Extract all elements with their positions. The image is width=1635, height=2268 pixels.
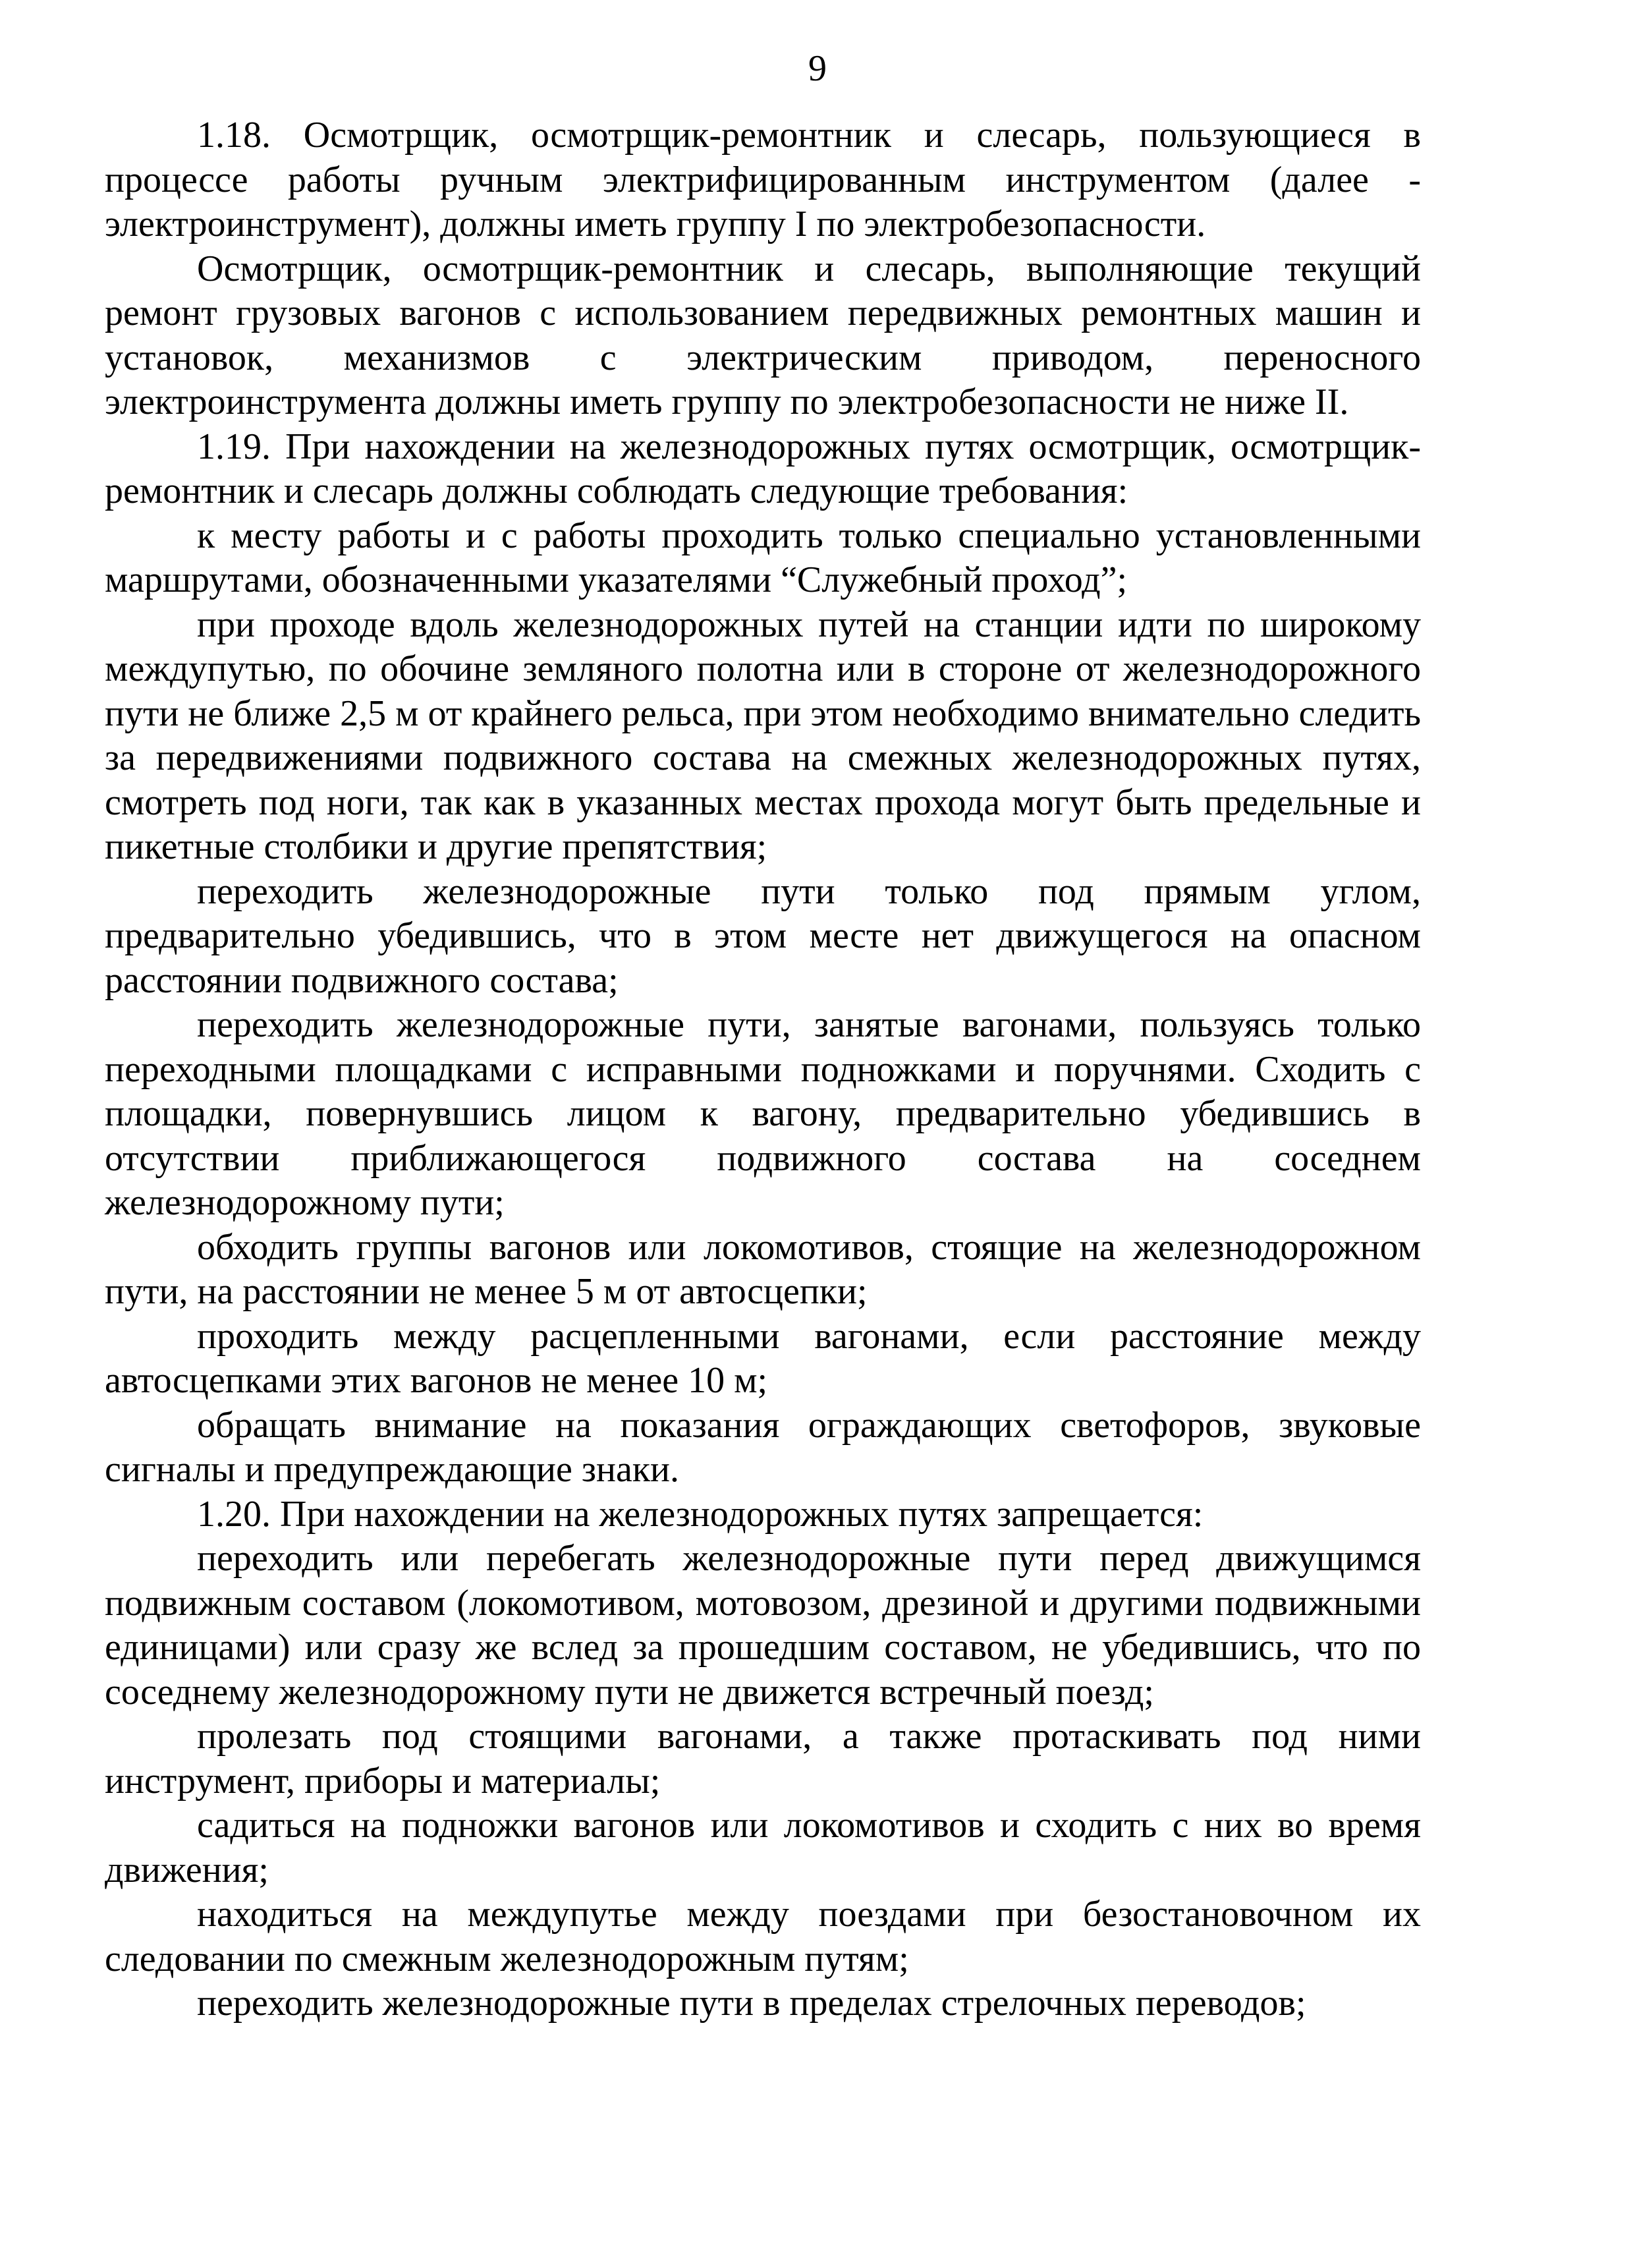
prohibition-crawl-under: пролезать под стоящими вагонами, а также протаскивать под ними инструмент, приборы и материалы;	[105, 1716, 1421, 1801]
prohibition-switches: переходить железнодорожные пути в пределах стрелочных переводов;	[197, 1983, 1306, 2024]
requirement-attention-signals: обращать внимание на показания ограждающих светофоров, звуковые сигналы и предупреждающие знаки.	[105, 1404, 1421, 1490]
document-body	[105, 113, 1421, 2026]
paragraph-1-20: 1.20. При нахождении на железнодорожных путях запрещается:	[197, 1493, 1204, 1535]
requirement-cross-occupied: переходить железнодорожные пути, занятые вагонами, пользуясь только переходными площадками с исправными подножками и поручнями. Сходить с площадки, повернувшись лицом к вагону, предварительно убедившись в отсутствии приближающегося подвижного состава на соседнем железнодорожному пути;	[105, 1004, 1421, 1223]
requirement-walk-along: при проходе вдоль железнодорожных путей на станции идти по широкому междупутью, по обочине земляного полотна или в стороне от железнодорожного пути не ближе 2,5 м от крайнего рельса, при этом необходимо внимательно следить за передвижениями подвижного состава на смежных железнодорожных путях, смотреть под ноги, так как в указанных местах прохода могут быть предельные и пикетные столбики и другие препятствия;	[105, 604, 1421, 867]
requirement-cross-right-angle: переходить железнодорожные пути только под прямым углом, предварительно убедившись, что в этом месте нет движущегося на опасном расстоянии подвижного состава;	[105, 870, 1421, 1001]
page-number: 9	[808, 48, 827, 89]
paragraph-1-19: 1.19. При нахождении на железнодорожных путях осмотрщик, осмотрщик-ремонтник и слесарь должны соблюдать следующие требования:	[105, 426, 1421, 511]
paragraph-1-18-group-ii: Осмотрщик, осмотрщик-ремонтник и слесарь, выполняющие текущий ремонт грузовых вагонов с использованием передвижных ремонтных машин и установок, механизмов с электрическим приводом, переносного электроинструмента должны иметь группу по электробезопасности не ниже II.	[105, 248, 1421, 422]
requirement-bypass-groups: обходить группы вагонов или локомотивов, стоящие на железнодорожном пути, на расстоянии не менее 5 м от автосцепки;	[105, 1226, 1421, 1312]
prohibition-jump-on: садиться на подножки вагонов или локомотивов и сходить с них во время движения;	[105, 1805, 1421, 1890]
requirement-pass-between: проходить между расцепленными вагонами, если расстояние между автосцепками этих вагонов не менее 10 м;	[105, 1315, 1421, 1401]
paragraph-1-18: 1.18. Осмотрщик, осмотрщик-ремонтник и слесарь, пользующиеся в процессе работы ручным электрифицированным инструментом (далее - электроинструмент), должны иметь группу I по электробезопасности.	[105, 115, 1421, 244]
requirement-route: к месту работы и с работы проходить только специально установленными маршрутами, обозначенными указателями “Служебный проход”;	[105, 515, 1421, 600]
prohibition-stand-between: находиться на междупутье между поездами при безостановочном их следовании по смежным железнодорожным путям;	[105, 1894, 1421, 1979]
prohibition-run-across: переходить или перебегать железнодорожные пути перед движущимся подвижным составом (локомотивом, мотовозом, дрезиной и другими подвижными единицами) или сразу же вслед за прошедшим составом, не убедившись, что по соседнему железнодорожному пути не движется встречный поезд;	[105, 1538, 1421, 1713]
